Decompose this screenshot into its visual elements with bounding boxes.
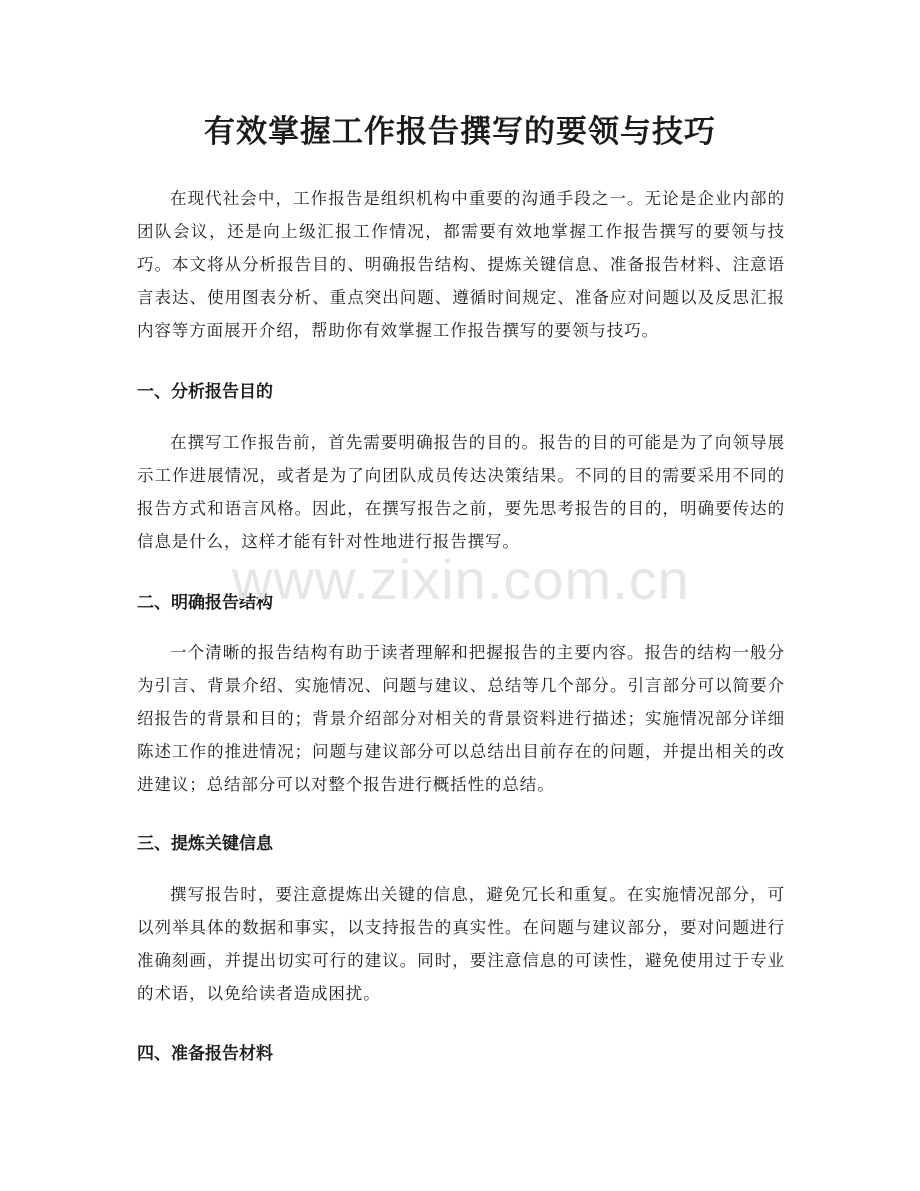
intro-paragraph: 在现代社会中，工作报告是组织机构中重要的沟通手段之一。无论是企业内部的团队会议，还是向上级汇报工作情况，都需要有效地掌握工作报告撰写的要领与技巧。本文将从分析报告目的、明确报告结构、提炼关键信息、准备报告材料、注意语言表达、使用图表分析、重点突出问题、遵循时间规定、准备应对问题以及反思汇报内容等方面展开介绍，帮助你有效掌握工作报告撰写的要领与技巧。 <box>137 189 785 340</box>
section-heading-2: 二、明确报告结构 <box>137 593 273 613</box>
section-heading-4: 四、准备报告材料 <box>137 1044 273 1064</box>
section-heading-1: 一、分析报告目的 <box>137 382 273 402</box>
section-paragraph-3: 撰写报告时，要注意提炼出关键的信息，避免冗长和重复。在实施情况部分，可以列举具体的数据和事实，以支持报告的真实性。在问题与建议部分，要对问题进行准确刻画，并提出切实可行的建议。同时，要注意信息的可读性，避免使用过于专业的术语，以免给读者造成困扰。 <box>137 885 785 1003</box>
section-paragraph-2: 一个清晰的报告结构有助于读者理解和把握报告的主要内容。报告的结构一般分为引言、背景介绍、实施情况、问题与建议、总结等几个部分。引言部分可以简要介绍报告的背景和目的；背景介绍部分对相关的背景资料进行描述；实施情况部分详细陈述工作的推进情况；问题与建议部分可以总结出目前存在的问题，并提出相关的改进建议；总结部分可以对整个报告进行概括性的总结。 <box>137 643 785 794</box>
page-title: 有效掌握工作报告撰写的要领与技巧 <box>204 114 716 150</box>
section-paragraph-1: 在撰写工作报告前，首先需要明确报告的目的。报告的目的可能是为了向领导展示工作进展情况，或者是为了向团队成员传达决策结果。不同的目的需要采用不同的报告方式和语言风格。因此，在撰写报告之前，要先思考报告的目的，明确要传达的信息是什么，这样才能有针对性地进行报告撰写。 <box>137 433 785 551</box>
section-heading-3: 三、提炼关键信息 <box>137 834 273 854</box>
watermark: www.zixin.com.cn <box>232 548 690 611</box>
